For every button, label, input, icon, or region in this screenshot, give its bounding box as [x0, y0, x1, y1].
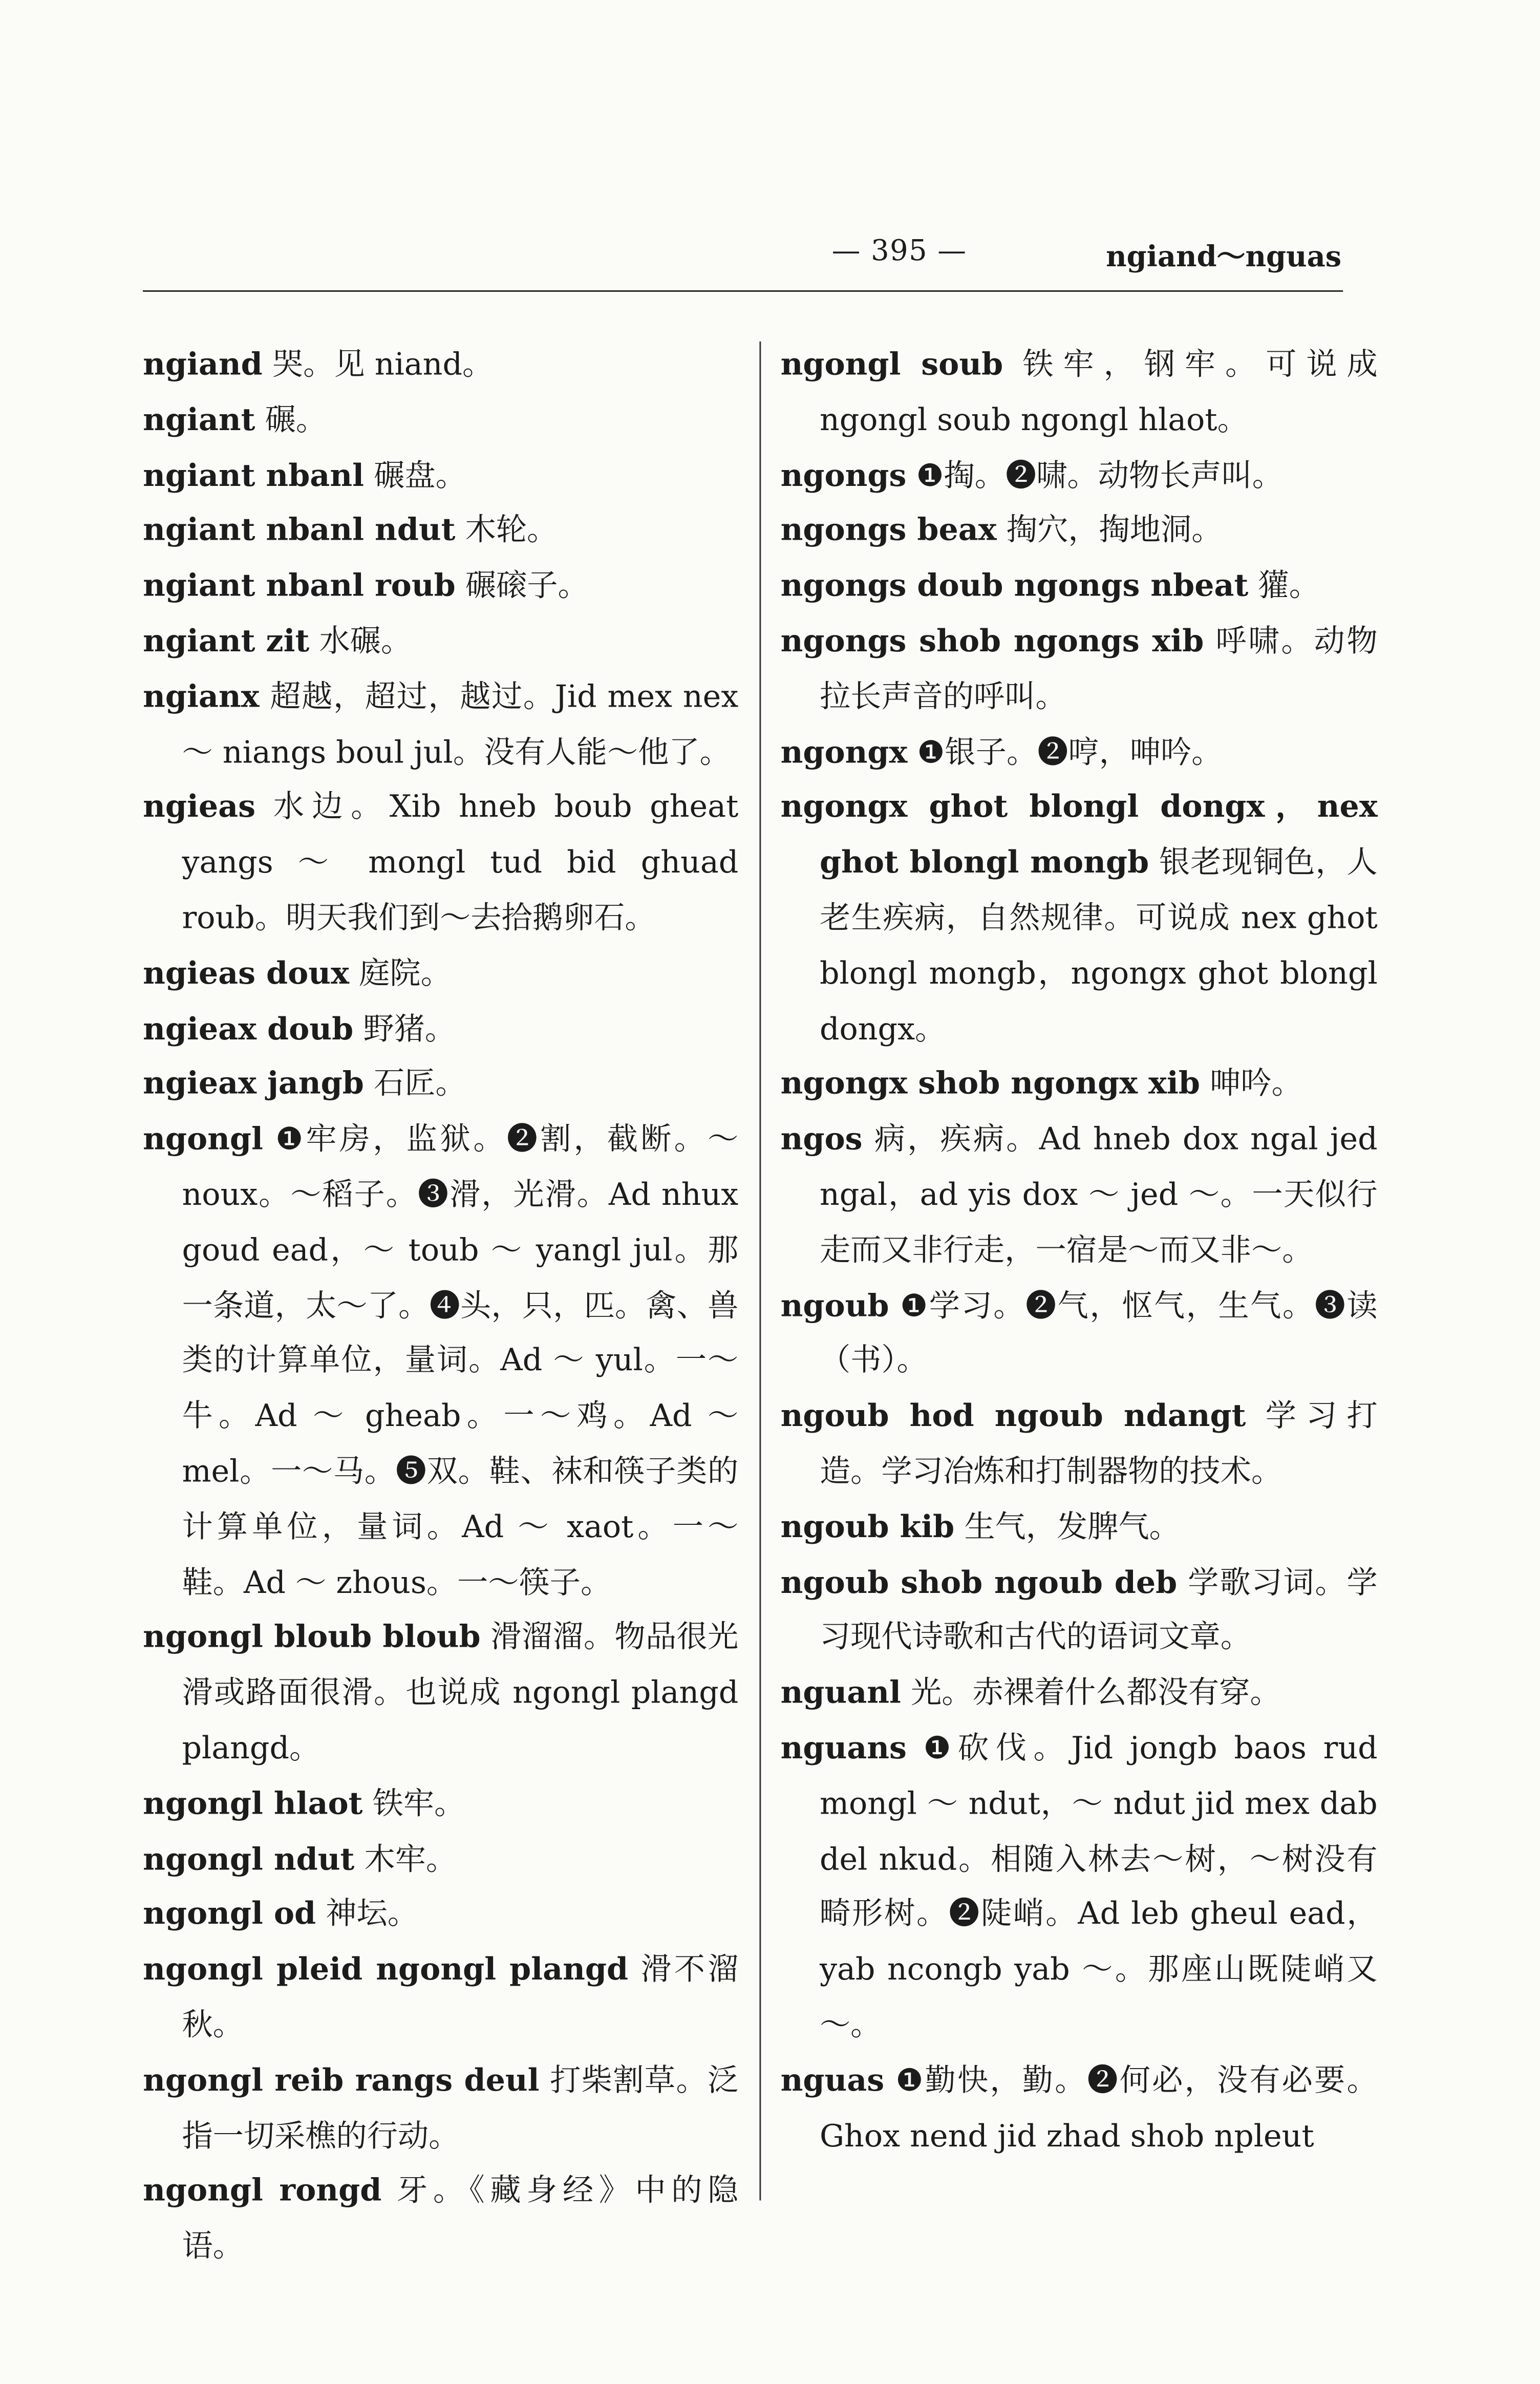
entry-headword: ngoub kib — [780, 1508, 955, 1545]
entry-headword: ngiant nbanl — [143, 456, 365, 493]
entry-definition: 掏穴，掏地洞。 — [996, 512, 1223, 548]
dictionary-entry — [781, 780, 1378, 1056]
entry-definition: 铁牢。 — [362, 1784, 465, 1821]
dictionary-entry — [781, 1112, 1378, 1278]
dictionary-entry — [781, 725, 1378, 780]
entry-headword: nguas — [780, 2061, 885, 2098]
entry-headword: ngongx shob ngongx xib — [780, 1065, 1200, 1102]
entry-headword: ngongl — [143, 1120, 263, 1157]
dictionary-entry — [781, 1389, 1378, 1499]
dictionary-entry — [143, 558, 738, 613]
entry-definition: 獾。 — [1248, 567, 1320, 604]
entry-definition: 滑不溜秋。 — [182, 1951, 739, 2042]
entry-definition: 超越，超过，越过。Jid mex nex ～ niangs boul jul。没有人能～他了。 — [182, 678, 739, 770]
entry-definition: 打柴割草。泛指一切采樵的行动。 — [182, 2061, 739, 2154]
entry-definition: 木牢。 — [354, 1840, 457, 1877]
entry-definition: 银老现铜色，人老生疾病，自然规律。可说成 nex ghot blongl mongb，ngongx ghot blongl dongx。 — [819, 844, 1378, 1047]
entry-definition: ❶银子。❷哼，呻吟。 — [907, 733, 1223, 770]
entry-definition: ❶学习。❷气，怄气，生气。❸读（书）。 — [819, 1287, 1378, 1378]
entry-headword: ngongx — [780, 733, 908, 770]
entry-headword: ngiand — [143, 346, 263, 382]
dictionary-entry — [143, 2163, 738, 2274]
header-rule — [143, 290, 1343, 292]
entry-headword: ngongs doub ngongs nbeat — [780, 567, 1249, 604]
dictionary-entry — [143, 1942, 738, 2053]
dictionary-entry — [143, 1776, 738, 1831]
entry-headword: ngongl pleid ngongl plangd — [143, 1951, 629, 1987]
entry-headword: nguans — [780, 1729, 907, 1766]
dictionary-entry — [143, 669, 738, 780]
entry-definition: 碾磙子。 — [455, 567, 589, 604]
entry-headword: ngieas doux — [143, 954, 350, 991]
dictionary-entry — [781, 1499, 1378, 1555]
entry-headword: ngongs beax — [780, 512, 997, 548]
dictionary-entry — [143, 337, 738, 392]
running-head — [143, 229, 1341, 280]
entry-definition: 呼啸。动物拉长声音的呼叫。 — [819, 623, 1378, 714]
entry-headword: ngongs shob ngongs xib — [780, 623, 1204, 659]
entry-headword: ngiant nbanl ndut — [143, 512, 456, 548]
dictionary-entry — [143, 1610, 738, 1776]
entry-definition: 滑溜溜。物品很光滑或路面很滑。也说成 ngongl plangd plangd。 — [182, 1619, 739, 1766]
entry-definition: 庭院。 — [349, 954, 452, 991]
dictionary-entry — [143, 1831, 738, 1886]
dictionary-entry — [781, 337, 1378, 448]
dictionary-entry — [143, 613, 738, 669]
entry-definition: 神坛。 — [316, 1896, 418, 1932]
entry-definition: 学歌习词。学习现代诗歌和古代的语词文章。 — [819, 1563, 1378, 1655]
entry-definition: ❶砍伐。Jid jongb baos rud mongl ～ ndut，～ ndut jid mex dab del nkud。相随入林去～树，～树没有畸形树。❷陡峭。Ad leb gheul ead，yab ncongb yab ～。那座山既陡峭又～。 — [819, 1729, 1378, 2042]
entry-definition: 学习打造。学习冶炼和打制器物的技术。 — [819, 1397, 1378, 1489]
right-column — [781, 337, 1378, 2163]
page-number: — 395 — — [831, 235, 967, 268]
entry-headword: ngieas — [143, 789, 256, 825]
dictionary-entry — [143, 1056, 738, 1112]
entry-headword: ngiant — [143, 401, 255, 438]
dictionary-entry — [143, 2053, 738, 2163]
entry-headword: ngoub — [780, 1287, 889, 1323]
entry-definition: ❶牢房，监狱。❷割，截断。～noux。～稻子。❸滑，光滑。Ad nhux goud ead，～ toub ～ yangl jul。那一条道，太～了。❹头，只，匹。禽、兽类的计算单位，量词。Ad ～ yul。一～牛。Ad ～ gheab。一～鸡。Ad ～ mel。一～马。❺双。鞋、袜和筷子类的计算单位，量词。Ad ～ xaot。一～鞋。Ad ～ zhous。一～筷子。 — [182, 1120, 739, 1600]
dictionary-entry — [781, 503, 1378, 558]
entry-definition: 野猪。 — [353, 1010, 456, 1047]
entry-definition: 水边。Xib hneb boub gheat yangs ～ mongl tud bid ghuad roub。明天我们到～去拾鹅卵石。 — [182, 789, 739, 936]
dictionary-entry — [781, 1278, 1378, 1389]
entry-definition: ❶掏。❷啸。动物长声叫。 — [906, 456, 1284, 493]
entry-headword: ngongl ndut — [143, 1840, 355, 1877]
entry-definition: 木轮。 — [455, 512, 558, 548]
entry-definition: 水碾。 — [309, 623, 412, 659]
entry-headword: ngongl rongd — [143, 2172, 382, 2209]
dictionary-entry — [143, 1112, 738, 1610]
dictionary-entry — [781, 1555, 1378, 1665]
entry-headword: ngongl reib rangs deul — [143, 2061, 540, 2098]
dictionary-entry — [143, 1887, 738, 1942]
dictionary-entry — [781, 613, 1378, 724]
entry-definition: 石匠。 — [363, 1065, 466, 1102]
dictionary-entry — [143, 448, 738, 503]
entry-headword: ngiant zit — [143, 623, 310, 659]
entry-headword: ngongl bloub bloub — [143, 1619, 481, 1655]
entry-headword: ngoub shob ngoub deb — [780, 1563, 1178, 1600]
dictionary-entry — [781, 1056, 1378, 1112]
dictionary-entry — [143, 392, 738, 448]
entry-headword: ngongl hlaot — [143, 1784, 363, 1821]
column-divider — [759, 342, 761, 2201]
entry-headword: ngongl soub — [780, 346, 1003, 382]
dictionary-entry — [143, 780, 738, 946]
entry-headword: ngos — [780, 1120, 863, 1157]
entry-definition: 哭。见 niand。 — [262, 346, 494, 382]
entry-headword: ngongx ghot blongl dongx，nex ghot blongl mongb — [780, 789, 1378, 880]
entry-definition: 呻吟。 — [1200, 1065, 1302, 1102]
entry-headword: ngieax doub — [143, 1010, 354, 1047]
entry-headword: ngiant nbanl roub — [143, 567, 456, 604]
entry-headword: nguanl — [780, 1674, 901, 1711]
dictionary-entry — [143, 503, 738, 558]
dictionary-entry — [143, 946, 738, 1001]
dictionary-entry — [143, 1001, 738, 1056]
dictionary-entry — [781, 2053, 1378, 2163]
entry-definition: ❶勤快，勤。❷何必，没有必要。Ghox nend jid zhad shob npleut — [819, 2061, 1378, 2154]
dictionary-entry — [781, 1720, 1378, 2053]
dictionary-entry — [781, 558, 1378, 613]
entry-headword: ngongs — [780, 456, 907, 493]
entry-definition: 病，疾病。Ad hneb dox ngal jed ngal，ad yis dox ～ jed ～。一天似行走而又非行走，一宿是～而又非～。 — [819, 1120, 1378, 1268]
left-column — [143, 337, 738, 2274]
entry-headword: ngoub hod ngoub ndangt — [780, 1397, 1246, 1434]
entry-definition: 碾盘。 — [364, 456, 466, 493]
dictionary-entry — [781, 448, 1378, 503]
headword-range: ngiand～nguas — [1106, 241, 1342, 274]
entry-definition: 碾。 — [255, 401, 327, 438]
dictionary-entry — [781, 1665, 1378, 1720]
entry-headword: ngianx — [143, 678, 260, 714]
entry-definition: 生气，发脾气。 — [954, 1508, 1180, 1545]
entry-headword: ngieax jangb — [143, 1065, 364, 1102]
entry-definition: 牙。《藏身经》中的隐语。 — [182, 2172, 739, 2264]
entry-definition: 铁牢，钢牢。可说成 ngongl soub ngongl hlaot。 — [819, 346, 1378, 438]
entry-definition: 光。赤裸着什么都没有穿。 — [901, 1674, 1281, 1711]
entry-headword: ngongl od — [143, 1896, 316, 1932]
